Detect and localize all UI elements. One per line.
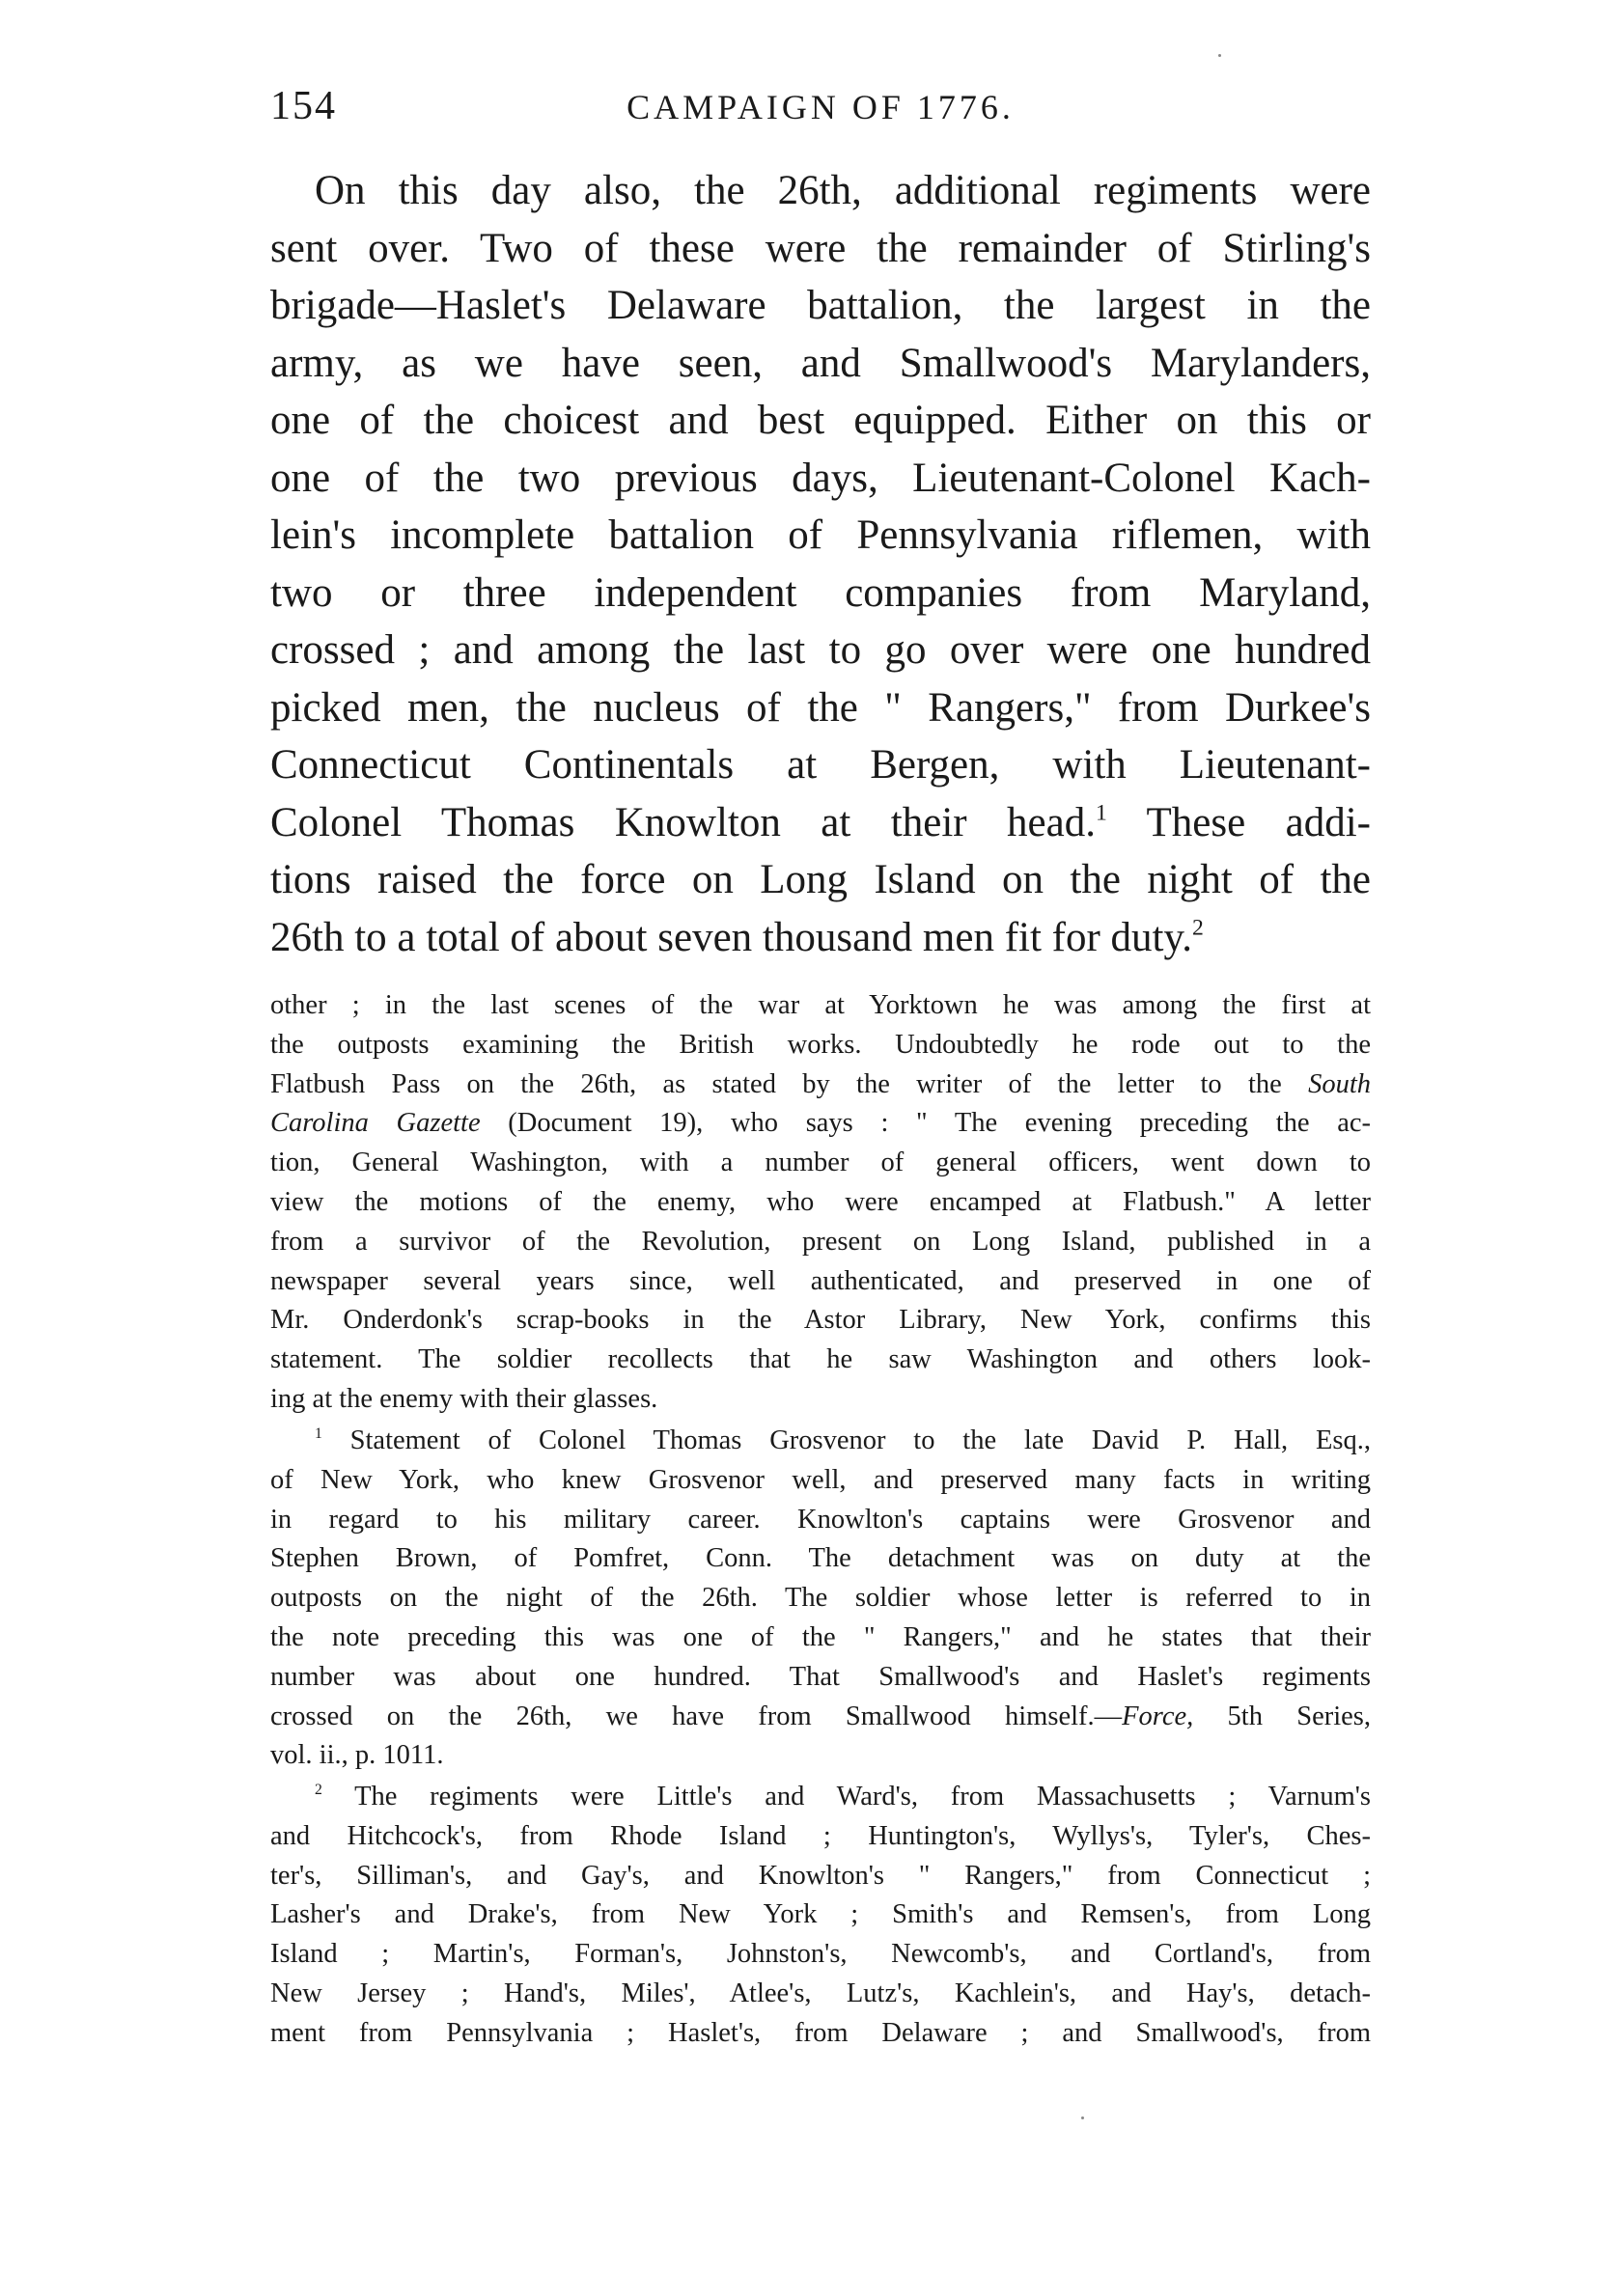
text-line: picked men, the nucleus of the " Rangers," from Durkee's (270, 684, 1371, 731)
footnote-line: newspaper several years since, well authenticated, and preserved in one of (270, 1265, 1371, 1296)
footnote-line: view the motions of the enemy, who were encamped at Flatbush." A letter (270, 1186, 1371, 1217)
footnote-line: number was about one hundred. That Smallwood's and Haslet's regiments (270, 1661, 1371, 1692)
footnote-line: in regard to his military career. Knowlton's captains were Grosvenor and (270, 1504, 1371, 1535)
footnote-line: outposts on the night of the 26th. The soldier whose letter is referred to in (270, 1583, 1371, 1614)
footnote-line: New Jersey ; Hand's, Miles', Atlee's, Lutz's, Kachlein's, and Hay's, detach- (270, 1978, 1371, 2008)
italic-title: Carolina Gazette (270, 1108, 481, 1139)
italic-title: Force, (1122, 1701, 1194, 1731)
page-number: 154 (270, 84, 337, 128)
running-title: CAMPAIGN OF 1776. (627, 88, 1015, 126)
text-segment: Statement of Colonel Thomas Grosvenor to the late David P. Hall, Esq., (349, 1425, 1371, 1455)
text-line: Connecticut Continentals at Bergen, with Lieutenant- (270, 742, 1371, 788)
footnote-line (270, 1104, 1371, 1144)
footnote-line: the outposts examining the British works. Undoubtedly he rode out to the (270, 1029, 1371, 1060)
footnote-line: tion, General Washington, with a number of general officers, went down to (270, 1148, 1371, 1178)
text-line: lein's incomplete battalion of Pennsylvania riflemen, with (270, 512, 1371, 558)
text-segment: Flatbush Pass on the 26th, as stated by the writer of the letter to the (270, 1068, 1282, 1099)
footnote-ref-2: 2 (1191, 914, 1204, 940)
text-segment: Colonel Thomas Knowlton at their head. (270, 799, 1096, 845)
footnote-line: Stephen Brown, of Pomfret, Conn. The detachment was on duty at the (270, 1543, 1371, 1574)
footnote-line: Mr. Onderdonk's scrap-books in the Astor Library, New York, confirms this (270, 1305, 1371, 1336)
text-line: one of the choicest and best equipped. Either on this or (270, 398, 1371, 443)
footnote-ref-1: 1 (1095, 799, 1107, 825)
footnote-line (270, 1778, 1371, 1817)
text-line: crossed ; and among the last to go over were one hundred (270, 627, 1371, 673)
scan-speck (1081, 2116, 1084, 2119)
footnote-line: other ; in the last scenes of the war at Yorktown he was among the first at (270, 990, 1371, 1020)
footnote-line: ment from Pennsylvania ; Haslet's, from Delaware ; and Smallwood's, from (270, 2017, 1371, 2048)
footnote-line: the note preceding this was one of the " Rangers," and he states that their (270, 1621, 1371, 1652)
text-segment: crossed on the 26th, we have from Smallwood himself.— (270, 1701, 1123, 1731)
text-segment: 5th Series, (1227, 1701, 1371, 1731)
footnote-line (270, 1065, 1371, 1105)
footnote-line: ing at the enemy with their glasses. (270, 1383, 658, 1414)
footnote-1 (270, 1422, 1371, 1776)
footnote-line: and Hitchcock's, from Rhode Island ; Huntington's, Wyllys's, Tyler's, Ches- (270, 1820, 1371, 1851)
footnote-2 (270, 1778, 1371, 2054)
text-segment: 26th to a total of about seven thousand men fit for duty. (270, 914, 1192, 960)
footnote-line (270, 1698, 1371, 1737)
text-segment: These addi- (1146, 799, 1371, 845)
page-header (270, 83, 1371, 131)
footnote-line: ter's, Silliman's, and Gay's, and Knowlton's " Rangers," from Connecticut ; (270, 1860, 1371, 1891)
footnote-line: statement. The soldier recollects that he saw Washington and others look- (270, 1344, 1371, 1375)
text-line: one of the two previous days, Lieutenant-Colonel Kach- (270, 455, 1371, 501)
footnote-line: Island ; Martin's, Forman's, Johnston's, Newcomb's, and Cortland's, from (270, 1939, 1371, 1970)
text-line: two or three independent companies from Maryland, (270, 569, 1371, 616)
footnote-line: vol. ii., p. 1011. (270, 1740, 444, 1771)
footnote-line (270, 1422, 1371, 1461)
text-line: sent over. Two of these were the remainder of Stirling's (270, 225, 1371, 271)
main-paragraph (270, 162, 1371, 966)
text-segment: (Document 19), who says : " The evening preceding the ac- (508, 1108, 1371, 1139)
footnote-marker: 1 (315, 1425, 322, 1443)
scan-speck (1218, 54, 1221, 57)
text-line: On this day also, the 26th, additional regiments were (315, 168, 1371, 213)
text-line (270, 909, 1371, 967)
text-line: brigade—Haslet's Delaware battalion, the largest in the (270, 283, 1371, 328)
text-line: tions raised the force on Long Island on the night of the (270, 857, 1371, 902)
footnote-marker: 2 (315, 1782, 322, 1799)
text-segment: The regiments were Little's and Ward's, from Massachusetts ; Varnum's (354, 1782, 1371, 1812)
footnote-line: Lasher's and Drake's, from New York ; Smith's and Remsen's, from Long (270, 1899, 1371, 1930)
footnote-continued (270, 986, 1371, 1420)
text-line: army, as we have seen, and Smallwood's Marylanders, (270, 340, 1371, 386)
italic-title: South (1308, 1068, 1371, 1099)
text-line (270, 794, 1371, 852)
footnote-line: from a survivor of the Revolution, present on Long Island, published in a (270, 1226, 1371, 1257)
footnote-line: of New York, who knew Grosvenor well, and preserved many facts in writing (270, 1464, 1371, 1495)
